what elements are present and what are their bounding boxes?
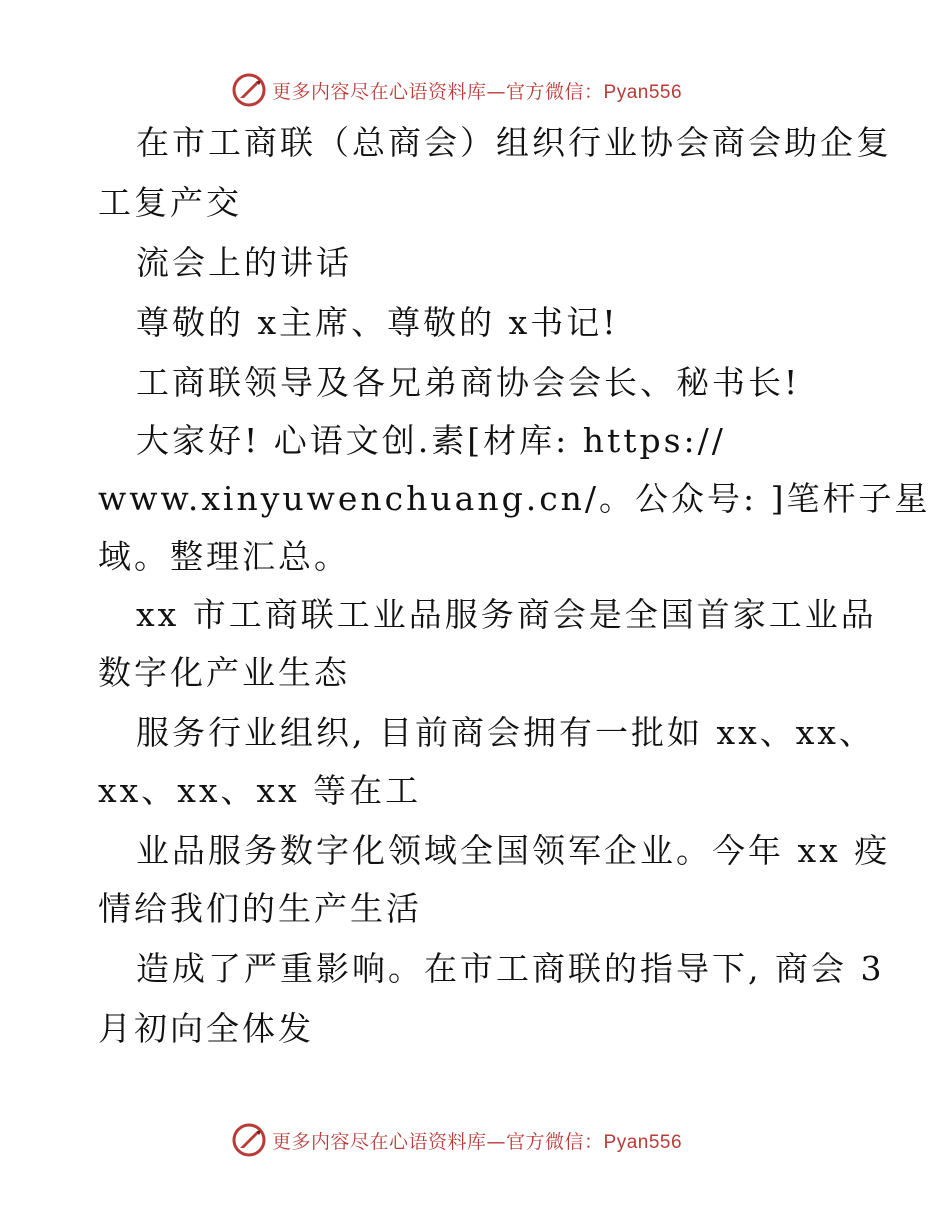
body-line: 在市工商联（总商会）组织行业协会商会助企复	[136, 123, 892, 162]
body-line: 月初向全体发	[98, 1009, 314, 1048]
body-line: xx、xx、xx 等在工	[98, 771, 422, 810]
body-line: 大家好! 心语文创.素[材库: https://	[136, 421, 726, 460]
body-line: 流会上的讲话	[136, 243, 352, 282]
body-line: www.xinyuwenchuang.cn/。公众号: ]笔杆子星	[98, 479, 931, 518]
body-line: 工商联领导及各兄弟商协会会长、秘书长!	[136, 363, 801, 402]
body-line: 尊敬的 x主席、尊敬的 x书记!	[136, 303, 619, 342]
body-line: 工复产交	[98, 183, 242, 222]
quill-logo-icon	[232, 73, 266, 107]
body-line: 数字化产业生态	[98, 653, 350, 692]
header-dash: —	[486, 80, 507, 103]
body-line: 造成了严重影响。在市工商联的指导下, 商会 3	[136, 949, 885, 988]
footer-wechat-id: Pyan556	[603, 1131, 683, 1153]
footer-dash: —	[486, 1130, 507, 1153]
footer-banner	[0, 1120, 950, 1160]
header-brand: 更多内容尽在心语资料库	[272, 80, 487, 103]
body-line: 情给我们的生产生活	[98, 889, 422, 928]
body-line: 业品服务数字化领域全国领军企业。今年 xx 疫	[136, 831, 891, 870]
header-text	[272, 77, 682, 104]
quill-logo-icon	[232, 1123, 266, 1157]
header-wechat-label: 官方微信：	[506, 80, 604, 103]
body-line: 域。整理汇总。	[98, 537, 350, 576]
body-line: xx 市工商联工业品服务商会是全国首家工业品	[136, 595, 877, 634]
footer-brand: 更多内容尽在心语资料库	[272, 1130, 487, 1153]
header-banner	[0, 70, 950, 110]
header-wechat-id: Pyan556	[603, 81, 683, 103]
body-line: 服务行业组织, 目前商会拥有一批如 xx、xx、	[136, 713, 875, 752]
footer-wechat-label: 官方微信：	[506, 1130, 604, 1153]
footer-text	[272, 1127, 682, 1154]
